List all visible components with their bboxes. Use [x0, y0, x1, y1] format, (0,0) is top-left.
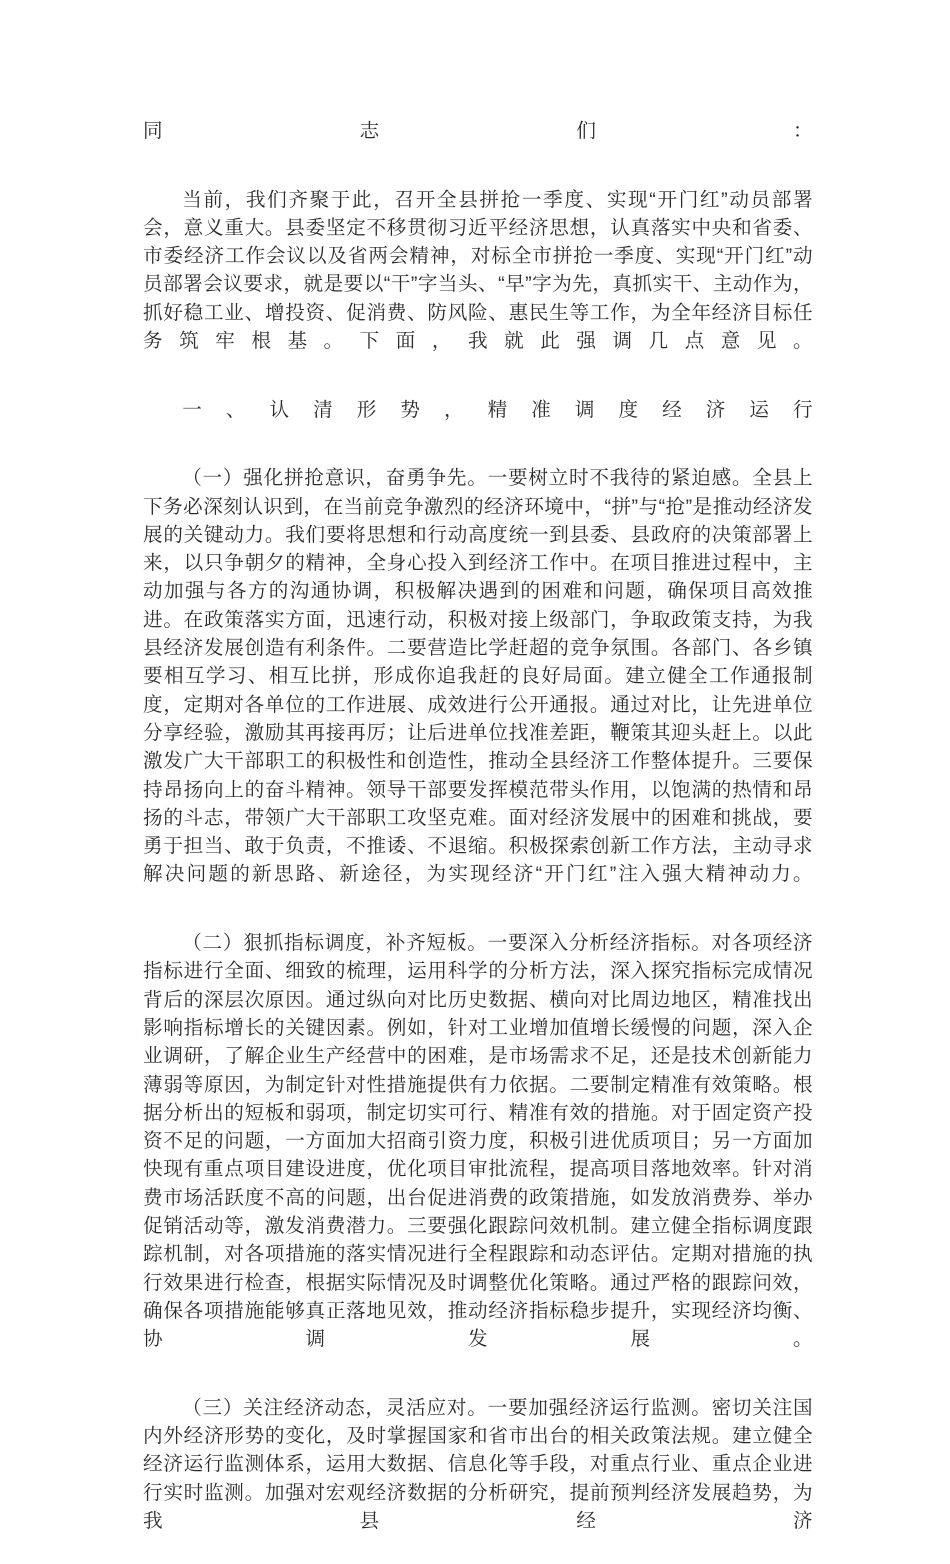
section-one-heading: 一、认清形势，精准调度经济运行 [182, 398, 813, 421]
opening-paragraph: 当前，我们齐聚于此，召开全县拼抢一季度、实现“开门红”动员部署会，意义重大。县委坚定不移贯彻习近平经济思想，认真落实中央和省委、市委经济工作会议以及省两会精神，对标全市拼抢一季度、实现“开门红”动员部署会议要求，就是要以“干”字当头、“早”字为先，真抓实干、主动作为，抓好稳工业、增投资、促消费、防风险、惠民生等工作，为全年经济目标任务筑牢根基。下面，我就此强调几点意见。 [143, 188, 813, 353]
subsection-one-paragraph: （一）强化拼抢意识，奋勇争先。一要树立时不我待的紧迫感。全县上下务必深刻认识到，在当前竞争激烈的经济环境中，“拼”与“抢”是推动经济发展的关键动力。我们要将思想和行动高度统一到县委、县政府的决策部署上来，以只争朝夕的精神，全身心投入到经济工作中。在项目推进过程中，主动加强与各方的沟通协调，积极解决遇到的困难和问题，确保项目高效推进。在政策落实方面，迅速行动，积极对接上级部门，争取政策支持，为我县经济发展创造有利条件。二要营造比学赶超的竞争氛围。各部门、各乡镇要相互学习、相互比拼，形成你追我赶的良好局面。建立健全工作通报制度，定期对各单位的工作进展、成效进行公开通报。通过对比，让先进单位分享经验，激励其再接再厉；让后进单位找准差距，鞭策其迎头赶上。以此激发广大干部职工的积极性和创造性，推动全县经济工作整体提升。三要保持昂扬向上的奋斗精神。领导干部要发挥模范带头作用，以饱满的热情和昂扬的斗志，带领广大干部职工攻坚克难。面对经济发展中的困难和挑战，要勇于担当、敢于负责，不推诿、不退缩。积极探索创新工作方法，主动寻求解决问题的新思路、新途径，为实现经济“开门红”注入强大精神动力。 [143, 467, 813, 886]
subsection-two-paragraph: （二）狠抓指标调度，补齐短板。一要深入分析经济指标。对各项经济指标进行全面、细致的梳理，运用科学的分析方法，深入探究指标完成情况背后的深层次原因。通过纵向对比历史数据、横向对比周边地区，精准找出影响指标增长的关键因素。例如，针对工业增加值增长缓慢的问题，深入企业调研，了解企业生产经营中的困难，是市场需求不足，还是技术创新能力薄弱等原因，为制定针对性措施提供有力依据。二要制定精准有效策略。根据分析出的短板和弱项，制定切实可行、精准有效的措施。对于固定资产投资不足的问题，一方面加大招商引资力度，积极引进优质项目；另一方面加快现有重点项目建设进度，优化项目审批流程，提高项目落地效率。针对消费市场活跃度不高的问题，出台促进消费的政策措施，如发放消费券、举办促销活动等，激发消费潜力。三要强化跟踪问效机制。建立健全指标调度跟踪机制，对各项措施的落实情况进行全程跟踪和动态评估。定期对措施的执行效果进行检查，根据实际情况及时调整优化策略。通过严格的跟踪问效，确保各项措施能够真正落地见效，推动经济指标稳步提升，实现经济均衡、协调发展。 [143, 932, 813, 1351]
document-body [143, 117, 813, 1564]
subsection-three-paragraph: （三）关注经济动态，灵活应对。一要加强经济运行监测。密切关注国内外经济形势的变化，及时掌握国家和省市出台的相关政策法规。建立健全经济运行监测体系，运用大数据、信息化等手段，对重点行业、重点企业进行实时监测。加强对宏观经济数据的分析研究，提前预判经济发展趋势，为我县经济 [143, 1396, 813, 1532]
salutation: 同志们： [143, 120, 813, 142]
